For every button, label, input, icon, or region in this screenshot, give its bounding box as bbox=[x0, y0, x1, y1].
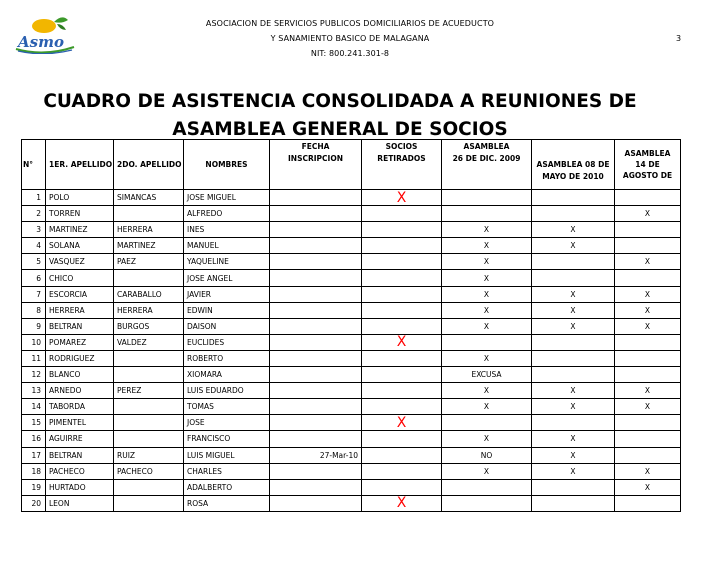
cell-asamblea-agosto bbox=[615, 222, 681, 238]
cell-asamblea-mayo-2010 bbox=[532, 190, 615, 206]
cell-fecha-inscripcion: 27-Mar-10 bbox=[270, 447, 362, 463]
cell-apellido1: LEON bbox=[46, 495, 114, 511]
cell-apellido1: BELTRAN bbox=[46, 447, 114, 463]
cell-socios-retirados bbox=[362, 383, 442, 399]
cell-asamblea-dic-2009 bbox=[442, 479, 532, 495]
table-row bbox=[22, 190, 681, 206]
cell-fecha-inscripcion bbox=[270, 415, 362, 431]
cell-apellido2 bbox=[114, 206, 184, 222]
cell-apellido1: AGUIRRE bbox=[46, 431, 114, 447]
cell-num: 9 bbox=[22, 318, 46, 334]
cell-apellido2 bbox=[114, 350, 184, 366]
cell-socios-retirados bbox=[362, 222, 442, 238]
cell-socios-retirados bbox=[362, 206, 442, 222]
table-row bbox=[22, 479, 681, 495]
table-row bbox=[22, 286, 681, 302]
cell-apellido2 bbox=[114, 479, 184, 495]
cell-asamblea-mayo-2010 bbox=[532, 270, 615, 286]
cell-socios-retirados: X bbox=[362, 334, 442, 350]
cell-nombres: EUCLIDES bbox=[184, 334, 270, 350]
cell-fecha-inscripcion bbox=[270, 495, 362, 511]
cell-asamblea-agosto bbox=[615, 447, 681, 463]
cell-asamblea-agosto bbox=[615, 270, 681, 286]
cell-apellido2: MARTINEZ bbox=[114, 238, 184, 254]
cell-apellido2 bbox=[114, 270, 184, 286]
table-row bbox=[22, 367, 681, 383]
cell-asamblea-mayo-2010: X bbox=[532, 399, 615, 415]
cell-asamblea-mayo-2010 bbox=[532, 479, 615, 495]
table-row bbox=[22, 447, 681, 463]
cell-apellido1: ARNEDO bbox=[46, 383, 114, 399]
cell-asamblea-mayo-2010 bbox=[532, 206, 615, 222]
cell-asamblea-mayo-2010 bbox=[532, 415, 615, 431]
company-logo bbox=[14, 14, 78, 54]
cell-apellido2: BURGOS bbox=[114, 318, 184, 334]
cell-fecha-inscripcion bbox=[270, 399, 362, 415]
cell-asamblea-mayo-2010 bbox=[532, 254, 615, 270]
table-row bbox=[22, 350, 681, 366]
col-header-socios: SOCIOS RETIRADOS bbox=[362, 140, 442, 190]
cell-num: 8 bbox=[22, 302, 46, 318]
cell-socios-retirados: X bbox=[362, 495, 442, 511]
cell-apellido1: POLO bbox=[46, 190, 114, 206]
cell-asamblea-agosto bbox=[615, 238, 681, 254]
col-header-num: N° bbox=[22, 140, 46, 190]
header-row bbox=[22, 140, 681, 190]
cell-apellido2 bbox=[114, 415, 184, 431]
col-header-apellido2: 2DO. APELLIDO bbox=[114, 140, 184, 190]
cell-nombres: JOSE MIGUEL bbox=[184, 190, 270, 206]
cell-asamblea-dic-2009: X bbox=[442, 254, 532, 270]
cell-apellido1: SOLANA bbox=[46, 238, 114, 254]
cell-nombres: ROBERTO bbox=[184, 350, 270, 366]
cell-asamblea-agosto: X bbox=[615, 318, 681, 334]
cell-num: 2 bbox=[22, 206, 46, 222]
cell-num: 14 bbox=[22, 399, 46, 415]
cell-asamblea-dic-2009 bbox=[442, 415, 532, 431]
col-header-asamblea-agosto: ASAMBLEA 14 DE AGOSTO DE bbox=[615, 140, 681, 190]
cell-socios-retirados bbox=[362, 238, 442, 254]
cell-nombres: JOSE ANGEL bbox=[184, 270, 270, 286]
cell-asamblea-mayo-2010: X bbox=[532, 302, 615, 318]
title-line-1: CUADRO DE ASISTENCIA CONSOLIDADA A REUNIONES DE bbox=[43, 91, 637, 112]
table-row bbox=[22, 463, 681, 479]
cell-asamblea-agosto bbox=[615, 334, 681, 350]
cell-socios-retirados bbox=[362, 479, 442, 495]
cell-apellido2: VALDEZ bbox=[114, 334, 184, 350]
cell-asamblea-mayo-2010: X bbox=[532, 238, 615, 254]
table-row bbox=[22, 334, 681, 350]
cell-nombres: MANUEL bbox=[184, 238, 270, 254]
cell-fecha-inscripcion bbox=[270, 334, 362, 350]
cell-asamblea-agosto bbox=[615, 367, 681, 383]
cell-socios-retirados: X bbox=[362, 190, 442, 206]
cell-socios-retirados bbox=[362, 302, 442, 318]
cell-asamblea-agosto bbox=[615, 190, 681, 206]
cell-num: 19 bbox=[22, 479, 46, 495]
cell-asamblea-dic-2009: X bbox=[442, 350, 532, 366]
cell-asamblea-dic-2009: X bbox=[442, 383, 532, 399]
header-line-3: NIT: 800.241.301-8 bbox=[310, 49, 390, 58]
cell-asamblea-dic-2009: X bbox=[442, 238, 532, 254]
cell-asamblea-agosto bbox=[615, 431, 681, 447]
cell-nombres: YAQUELINE bbox=[184, 254, 270, 270]
cell-fecha-inscripcion bbox=[270, 238, 362, 254]
cell-asamblea-dic-2009: X bbox=[442, 222, 532, 238]
cell-asamblea-agosto: X bbox=[615, 206, 681, 222]
cell-fecha-inscripcion bbox=[270, 222, 362, 238]
cell-apellido1: RODRIGUEZ bbox=[46, 350, 114, 366]
cell-num: 11 bbox=[22, 350, 46, 366]
cell-apellido1: HURTADO bbox=[46, 479, 114, 495]
cell-apellido1: PIMENTEL bbox=[46, 415, 114, 431]
cell-socios-retirados bbox=[362, 447, 442, 463]
cell-apellido2: CARABALLO bbox=[114, 286, 184, 302]
cell-nombres: EDWIN bbox=[184, 302, 270, 318]
cell-socios-retirados: X bbox=[362, 415, 442, 431]
cell-asamblea-dic-2009: NO bbox=[442, 447, 532, 463]
cell-asamblea-agosto bbox=[615, 495, 681, 511]
cell-nombres: FRANCISCO bbox=[184, 431, 270, 447]
cell-num: 16 bbox=[22, 431, 46, 447]
cell-socios-retirados bbox=[362, 318, 442, 334]
cell-asamblea-mayo-2010 bbox=[532, 334, 615, 350]
table-row bbox=[22, 399, 681, 415]
cell-apellido1: BELTRAN bbox=[46, 318, 114, 334]
cell-fecha-inscripcion bbox=[270, 318, 362, 334]
cell-nombres: ADALBERTO bbox=[184, 479, 270, 495]
cell-num: 3 bbox=[22, 222, 46, 238]
table-row bbox=[22, 238, 681, 254]
cell-apellido1: CHICO bbox=[46, 270, 114, 286]
cell-apellido2: PAEZ bbox=[114, 254, 184, 270]
cell-num: 13 bbox=[22, 383, 46, 399]
cell-apellido2: HERRERA bbox=[114, 302, 184, 318]
svg-text:Asmo: Asmo bbox=[18, 33, 64, 51]
cell-apellido1: ESCORCIA bbox=[46, 286, 114, 302]
cell-fecha-inscripcion bbox=[270, 463, 362, 479]
cell-apellido2: PEREZ bbox=[114, 383, 184, 399]
table-row bbox=[22, 206, 681, 222]
table-row bbox=[22, 254, 681, 270]
cell-asamblea-dic-2009 bbox=[442, 495, 532, 511]
cell-asamblea-agosto bbox=[615, 415, 681, 431]
cell-asamblea-dic-2009 bbox=[442, 206, 532, 222]
page-number: 3 bbox=[676, 34, 682, 43]
cell-nombres: ALFREDO bbox=[184, 206, 270, 222]
cell-fecha-inscripcion bbox=[270, 367, 362, 383]
cell-num: 6 bbox=[22, 270, 46, 286]
cell-asamblea-mayo-2010: X bbox=[532, 463, 615, 479]
cell-socios-retirados bbox=[362, 367, 442, 383]
table-row bbox=[22, 318, 681, 334]
cell-asamblea-mayo-2010: X bbox=[532, 447, 615, 463]
cell-asamblea-dic-2009: X bbox=[442, 399, 532, 415]
cell-apellido2 bbox=[114, 399, 184, 415]
cell-asamblea-mayo-2010: X bbox=[532, 318, 615, 334]
cell-fecha-inscripcion bbox=[270, 479, 362, 495]
header-line-2: Y SANAMIENTO BASICO DE MALAGANA bbox=[270, 34, 430, 43]
attendance-table bbox=[21, 139, 681, 512]
table-row bbox=[22, 302, 681, 318]
cell-fecha-inscripcion bbox=[270, 286, 362, 302]
cell-apellido1: HERRERA bbox=[46, 302, 114, 318]
cell-apellido1: TABORDA bbox=[46, 399, 114, 415]
col-header-asamblea-dic-2009: ASAMBLEA 26 DE DIC. 2009 bbox=[442, 140, 532, 190]
cell-asamblea-dic-2009: X bbox=[442, 286, 532, 302]
cell-asamblea-agosto: X bbox=[615, 463, 681, 479]
cell-asamblea-dic-2009: X bbox=[442, 463, 532, 479]
cell-apellido2: RUIZ bbox=[114, 447, 184, 463]
cell-asamblea-dic-2009: X bbox=[442, 270, 532, 286]
cell-asamblea-mayo-2010 bbox=[532, 367, 615, 383]
table-row bbox=[22, 222, 681, 238]
header-line-1: ASOCIACION DE SERVICIOS PUBLICOS DOMICILIARIOS DE ACUEDUCTO bbox=[205, 19, 495, 28]
cell-asamblea-mayo-2010: X bbox=[532, 286, 615, 302]
cell-apellido1: VASQUEZ bbox=[46, 254, 114, 270]
cell-num: 5 bbox=[22, 254, 46, 270]
cell-asamblea-dic-2009: EXCUSA bbox=[442, 367, 532, 383]
cell-asamblea-agosto: X bbox=[615, 286, 681, 302]
cell-asamblea-mayo-2010: X bbox=[532, 431, 615, 447]
cell-num: 4 bbox=[22, 238, 46, 254]
cell-nombres: XIOMARA bbox=[184, 367, 270, 383]
cell-num: 12 bbox=[22, 367, 46, 383]
cell-apellido2 bbox=[114, 495, 184, 511]
cell-asamblea-mayo-2010: X bbox=[532, 222, 615, 238]
cell-fecha-inscripcion bbox=[270, 431, 362, 447]
cell-num: 20 bbox=[22, 495, 46, 511]
cell-asamblea-dic-2009: X bbox=[442, 302, 532, 318]
cell-asamblea-dic-2009: X bbox=[442, 318, 532, 334]
cell-asamblea-dic-2009: X bbox=[442, 431, 532, 447]
cell-apellido2 bbox=[114, 431, 184, 447]
cell-socios-retirados bbox=[362, 399, 442, 415]
cell-apellido2: PACHECO bbox=[114, 463, 184, 479]
col-header-nombres: NOMBRES bbox=[184, 140, 270, 190]
cell-asamblea-agosto: X bbox=[615, 479, 681, 495]
cell-socios-retirados bbox=[362, 270, 442, 286]
cell-apellido1: MARTINEZ bbox=[46, 222, 114, 238]
cell-nombres: JAVIER bbox=[184, 286, 270, 302]
cell-fecha-inscripcion bbox=[270, 254, 362, 270]
cell-asamblea-agosto bbox=[615, 350, 681, 366]
cell-asamblea-agosto: X bbox=[615, 399, 681, 415]
cell-socios-retirados bbox=[362, 254, 442, 270]
cell-apellido1: POMAREZ bbox=[46, 334, 114, 350]
cell-socios-retirados bbox=[362, 463, 442, 479]
cell-num: 18 bbox=[22, 463, 46, 479]
cell-apellido2 bbox=[114, 367, 184, 383]
col-header-apellido1: 1ER. APELLIDO bbox=[46, 140, 114, 190]
cell-apellido1: TORREN bbox=[46, 206, 114, 222]
cell-asamblea-agosto: X bbox=[615, 302, 681, 318]
cell-apellido2: SIMANCAS bbox=[114, 190, 184, 206]
table-row bbox=[22, 383, 681, 399]
col-header-fecha: FECHA INSCRIPCION bbox=[270, 140, 362, 190]
cell-socios-retirados bbox=[362, 350, 442, 366]
cell-num: 10 bbox=[22, 334, 46, 350]
cell-nombres: DAISON bbox=[184, 318, 270, 334]
title-line-2: ASAMBLEA GENERAL DE SOCIOS bbox=[172, 119, 508, 140]
cell-asamblea-mayo-2010 bbox=[532, 495, 615, 511]
cell-num: 7 bbox=[22, 286, 46, 302]
cell-asamblea-dic-2009 bbox=[442, 334, 532, 350]
cell-nombres: TOMAS bbox=[184, 399, 270, 415]
table-row bbox=[22, 431, 681, 447]
cell-asamblea-agosto: X bbox=[615, 383, 681, 399]
cell-nombres: ROSA bbox=[184, 495, 270, 511]
table-row bbox=[22, 270, 681, 286]
cell-fecha-inscripcion bbox=[270, 383, 362, 399]
cell-nombres: INES bbox=[184, 222, 270, 238]
cell-nombres: CHARLES bbox=[184, 463, 270, 479]
cell-fecha-inscripcion bbox=[270, 302, 362, 318]
cell-asamblea-mayo-2010 bbox=[532, 350, 615, 366]
cell-num: 17 bbox=[22, 447, 46, 463]
cell-apellido1: BLANCO bbox=[46, 367, 114, 383]
col-header-asamblea-mayo-2010: ASAMBLEA 08 DE MAYO DE 2010 bbox=[532, 140, 615, 190]
cell-asamblea-agosto: X bbox=[615, 254, 681, 270]
cell-nombres: LUIS MIGUEL bbox=[184, 447, 270, 463]
cell-socios-retirados bbox=[362, 431, 442, 447]
cell-fecha-inscripcion bbox=[270, 350, 362, 366]
cell-apellido1: PACHECO bbox=[46, 463, 114, 479]
cell-nombres: JOSE bbox=[184, 415, 270, 431]
cell-num: 1 bbox=[22, 190, 46, 206]
cell-asamblea-mayo-2010: X bbox=[532, 383, 615, 399]
cell-fecha-inscripcion bbox=[270, 206, 362, 222]
table-row bbox=[22, 415, 681, 431]
cell-num: 15 bbox=[22, 415, 46, 431]
cell-apellido2: HERRERA bbox=[114, 222, 184, 238]
cell-fecha-inscripcion bbox=[270, 270, 362, 286]
cell-asamblea-dic-2009 bbox=[442, 190, 532, 206]
cell-socios-retirados bbox=[362, 286, 442, 302]
table-row bbox=[22, 495, 681, 511]
cell-nombres: LUIS EDUARDO bbox=[184, 383, 270, 399]
cell-fecha-inscripcion bbox=[270, 190, 362, 206]
